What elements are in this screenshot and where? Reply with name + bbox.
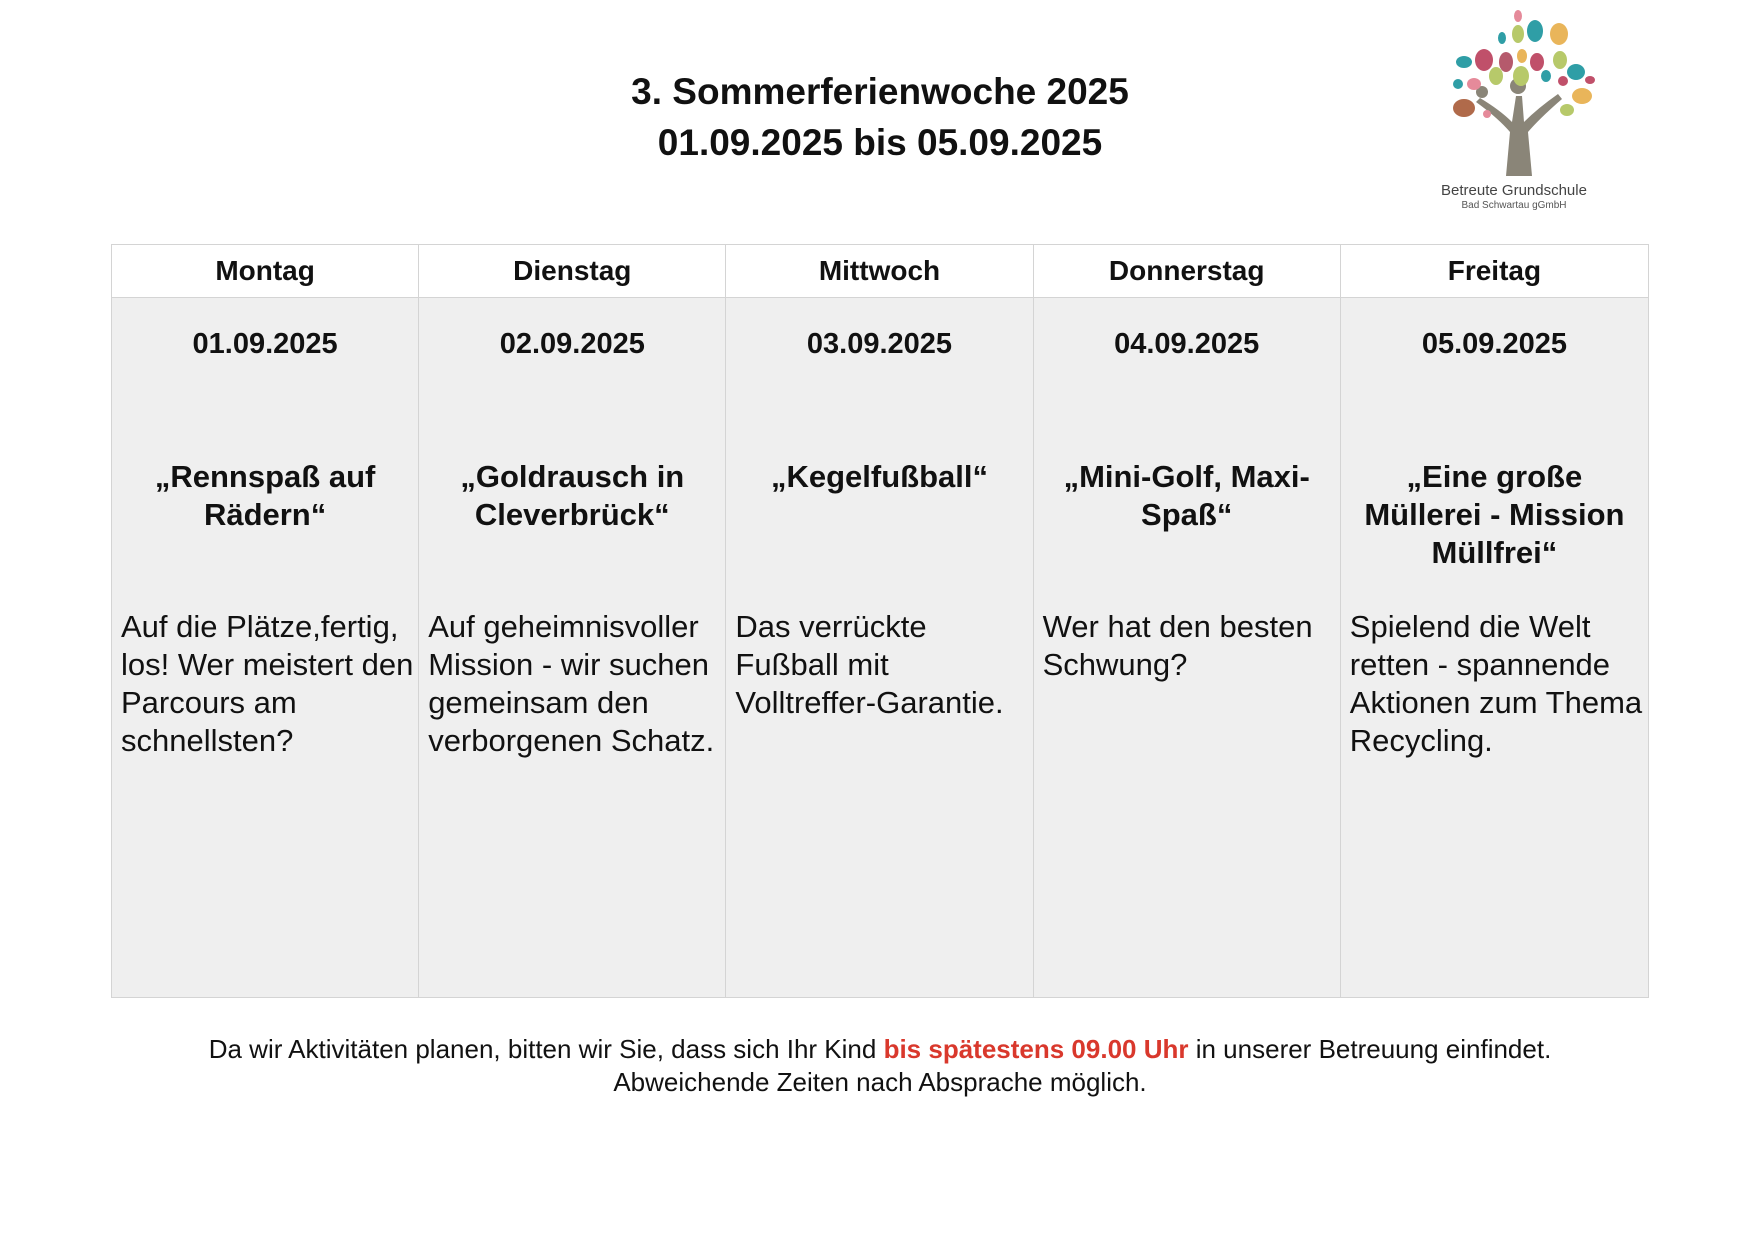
day-header-dienstag: Dienstag (419, 245, 726, 298)
activity-title: „Eine große Müllerei - Mission Müllfrei“ (1364, 459, 1625, 570)
activity-description: Wer hat den besten Schwung? (1042, 609, 1313, 682)
day-cell-mittwoch (726, 298, 1033, 997)
day-header-mittwoch: Mittwoch (726, 245, 1033, 298)
tree-logo-icon (1424, 4, 1604, 182)
day-date: 04.09.2025 (1114, 328, 1260, 360)
activity-description: Auf geheimnisvoller Mission - wir suchen gemeinsam den verborgenen Schatz. (428, 609, 715, 758)
logo-subtext: Bad Schwartau gGmbH (1461, 200, 1567, 211)
activity-title: „Mini-Golf, Maxi-Spaß“ (1063, 459, 1310, 532)
day-cell-freitag (1341, 298, 1648, 997)
arrival-note-line2: Abweichende Zeiten nach Absprache möglich. (613, 1067, 1147, 1097)
weekly-schedule-table (111, 244, 1649, 998)
arrival-note (0, 1033, 1752, 1099)
arrival-deadline-highlight: bis spätestens 09.00 Uhr (883, 1034, 1189, 1064)
day-cell-donnerstag (1034, 298, 1341, 997)
title-date-range: 01.09.2025 bis 05.09.2025 (657, 122, 1103, 163)
day-cell-dienstag (419, 298, 726, 997)
activity-description: Spielend die Welt retten - spannende Aktionen zum Thema Recycling. (1349, 609, 1643, 758)
activity-title: „Goldrausch in Cleverbrück“ (460, 459, 685, 532)
day-date: 03.09.2025 (806, 328, 953, 360)
school-logo (1424, 4, 1604, 214)
note-text-after: in unserer Betreuung einfindet. (1188, 1034, 1552, 1064)
day-date: 01.09.2025 (192, 328, 338, 360)
title-week: 3. Sommerferienwoche 2025 (631, 71, 1129, 112)
activity-description: Auf die Plätze,fertig, los! Wer meistert den Parcours am schnellsten? (121, 609, 414, 758)
note-text-before: Da wir Aktivitäten planen, bitten wir Sie, dass sich Ihr Kind (208, 1034, 884, 1064)
logo-text: Betreute Grundschule (1441, 182, 1587, 199)
day-header-donnerstag: Donnerstag (1034, 245, 1341, 298)
activity-description: Das verrückte Fußball mit Volltreffer-Garantie. (735, 609, 1004, 720)
arrival-note-line1 (0, 1033, 1752, 1066)
day-date: 05.09.2025 (1421, 328, 1567, 360)
day-header-freitag: Freitag (1341, 245, 1648, 298)
day-date: 02.09.2025 (499, 328, 645, 360)
activity-title: „Kegelfußball“ (770, 459, 988, 494)
activity-title: „Rennspaß auf Rädern“ (154, 459, 376, 532)
day-header-montag: Montag (112, 245, 419, 298)
day-cell-montag (112, 298, 419, 997)
